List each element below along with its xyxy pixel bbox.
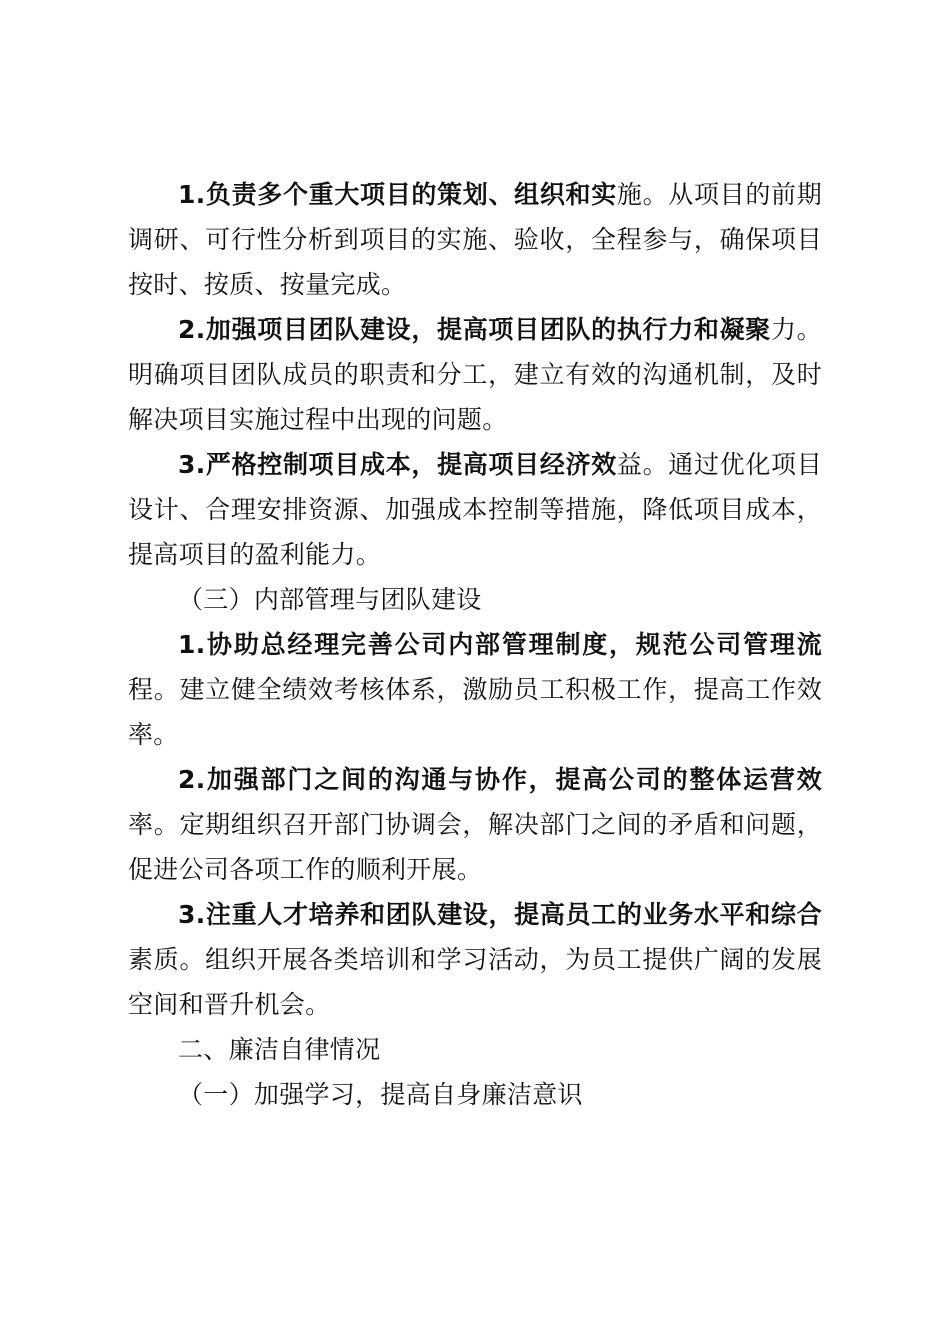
paragraph-text: 施。从项目的前期调研、可行性分析到项目的实施、验收，全程参与，确保项目按时、按质、按量完成。 bbox=[128, 180, 823, 299]
paragraph-management-1 bbox=[128, 622, 822, 757]
paragraph-project-3 bbox=[128, 442, 822, 577]
document-body bbox=[128, 172, 822, 1117]
paragraph-text: 益。通过优化项目设计、合理安排资源、加强成本控制等措施，降低项目成本，提高项目的盈利能力。 bbox=[128, 450, 823, 569]
paragraph-lead: 3.严格控制项目成本，提高项目经济效 bbox=[178, 450, 617, 479]
paragraph-lead: 1.负责多个重大项目的策划、组织和实 bbox=[178, 180, 617, 209]
paragraph-text: 素质。组织开展各类培训和学习活动，为员工提供广阔的发展空间和晋升机会。 bbox=[128, 945, 822, 1019]
section-heading-internal-management: （三）内部管理与团队建设 bbox=[178, 585, 482, 614]
paragraph-project-2 bbox=[128, 307, 822, 442]
paragraph-lead: 2.加强项目团队建设，提高项目团队的执行力和凝聚 bbox=[178, 315, 771, 344]
section-heading-integrity: 二、廉洁自律情况 bbox=[178, 1035, 381, 1064]
paragraph-management-2 bbox=[128, 757, 822, 892]
paragraph-text: 力。明确项目团队成员的职责和分工，建立有效的沟通机制，及时解决项目实施过程中出现的问题。 bbox=[128, 315, 822, 434]
paragraph-lead: 2.加强部门之间的沟通与协作，提高公司的整体运营效 bbox=[178, 765, 822, 794]
paragraph-lead: 3.注重人才培养和团队建设，提高员工的业务水平和综合 bbox=[178, 900, 822, 929]
paragraph-project-1 bbox=[128, 172, 822, 307]
paragraph-lead: 1.协助总经理完善公司内部管理制度，规范公司管理流 bbox=[178, 630, 822, 659]
paragraph-management-3 bbox=[128, 892, 822, 1027]
subsection-heading-study: （一）加强学习，提高自身廉洁意识 bbox=[178, 1080, 583, 1109]
paragraph-text: 率。定期组织召开部门协调会，解决部门之间的矛盾和问题，促进公司各项工作的顺利开展。 bbox=[128, 810, 822, 884]
paragraph-text: 程。建立健全绩效考核体系，激励员工积极工作，提高工作效率。 bbox=[128, 675, 822, 749]
